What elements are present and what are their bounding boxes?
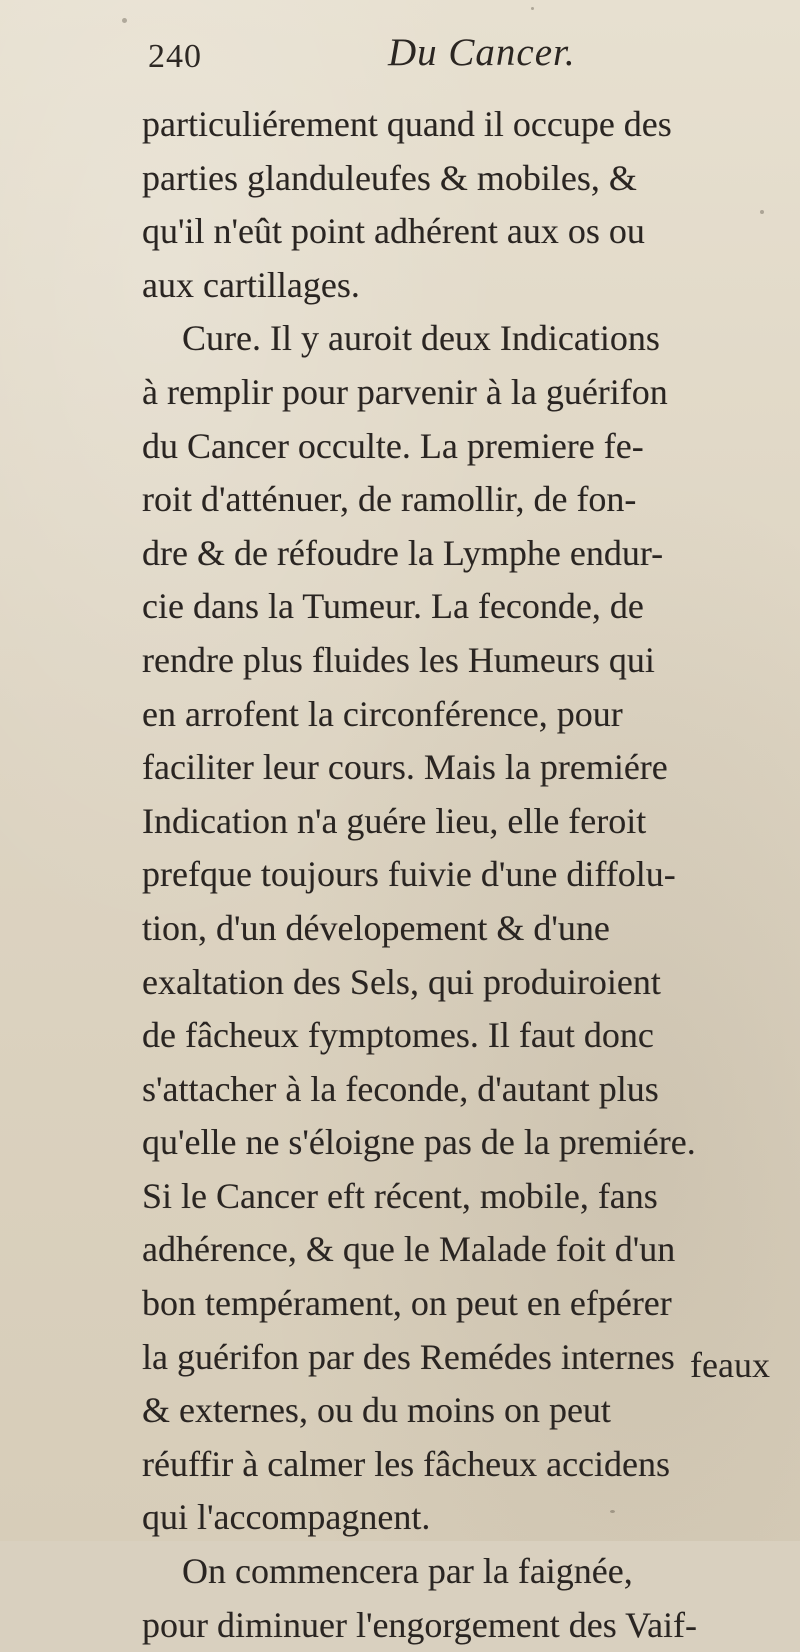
text-line: dre & de réfoudre la Lymphe endur- (142, 532, 664, 573)
text-line: à remplir pour parvenir à la guérifon (142, 371, 668, 412)
text-line: bon tempérament, on peut en efpérer (142, 1283, 672, 1324)
text-line: cie dans la Tumeur. La feconde, de (142, 586, 644, 627)
text-line: la guérifon par des Remédes internes (142, 1336, 675, 1377)
text-line: roit d'atténuer, de ramollir, de fon- (142, 479, 637, 520)
text-line: en arrofent la circonférence, pour (142, 693, 623, 734)
text-line: qui l'accompagnent. (142, 1497, 431, 1538)
ink-speck (531, 7, 534, 10)
text-line: rendre plus fluides les Humeurs qui (142, 639, 655, 680)
text-line: & externes, ou du moins on peut (142, 1390, 611, 1431)
main-text (142, 98, 792, 1652)
text-line: tion, d'un dévelopement & d'une (142, 907, 610, 948)
catchword-area (590, 1338, 770, 1392)
text-line: parties glanduleufes & mobiles, & (142, 157, 637, 198)
text-line: pour diminuer l'engorgement des Vaif- (142, 1604, 698, 1645)
text-line: de fâcheux fymptomes. Il faut donc (142, 1015, 654, 1056)
catchword: feaux (690, 1345, 770, 1385)
running-head: Du Cancer. (388, 31, 576, 74)
text-line: qu'il n'eût point adhérent aux os ou (142, 211, 645, 252)
text-line: Cure. Il y auroit deux Indications (182, 318, 660, 359)
text-line: s'attacher à la feconde, d'autant plus (142, 1068, 659, 1109)
page-number: 240 (148, 38, 202, 75)
text-line: faciliter leur cours. Mais la premiére (142, 747, 668, 788)
text-line: Indication n'a guére lieu, elle feroit (142, 800, 647, 841)
text-line: adhérence, & que le Malade foit d'un (142, 1229, 676, 1270)
text-line: prefque toujours fuivie d'une diffolu- (142, 854, 676, 895)
text-line: aux cartillages. (142, 264, 360, 305)
text-line: réuffir à calmer les fâcheux accidens (142, 1443, 671, 1484)
text-line: On commencera par la faignée, (182, 1551, 633, 1592)
ink-speck (122, 18, 127, 23)
page-header (148, 31, 708, 90)
text-line: du Cancer occulte. La premiere fe- (142, 425, 644, 466)
text-line: qu'elle ne s'éloigne pas de la premiére. (142, 1122, 696, 1163)
text-line: particuliérement quand il occupe des (142, 104, 672, 144)
text-line: exaltation des Sels, qui produiroient (142, 961, 661, 1002)
text-line: Si le Cancer eft récent, mobile, fans (142, 1175, 658, 1216)
